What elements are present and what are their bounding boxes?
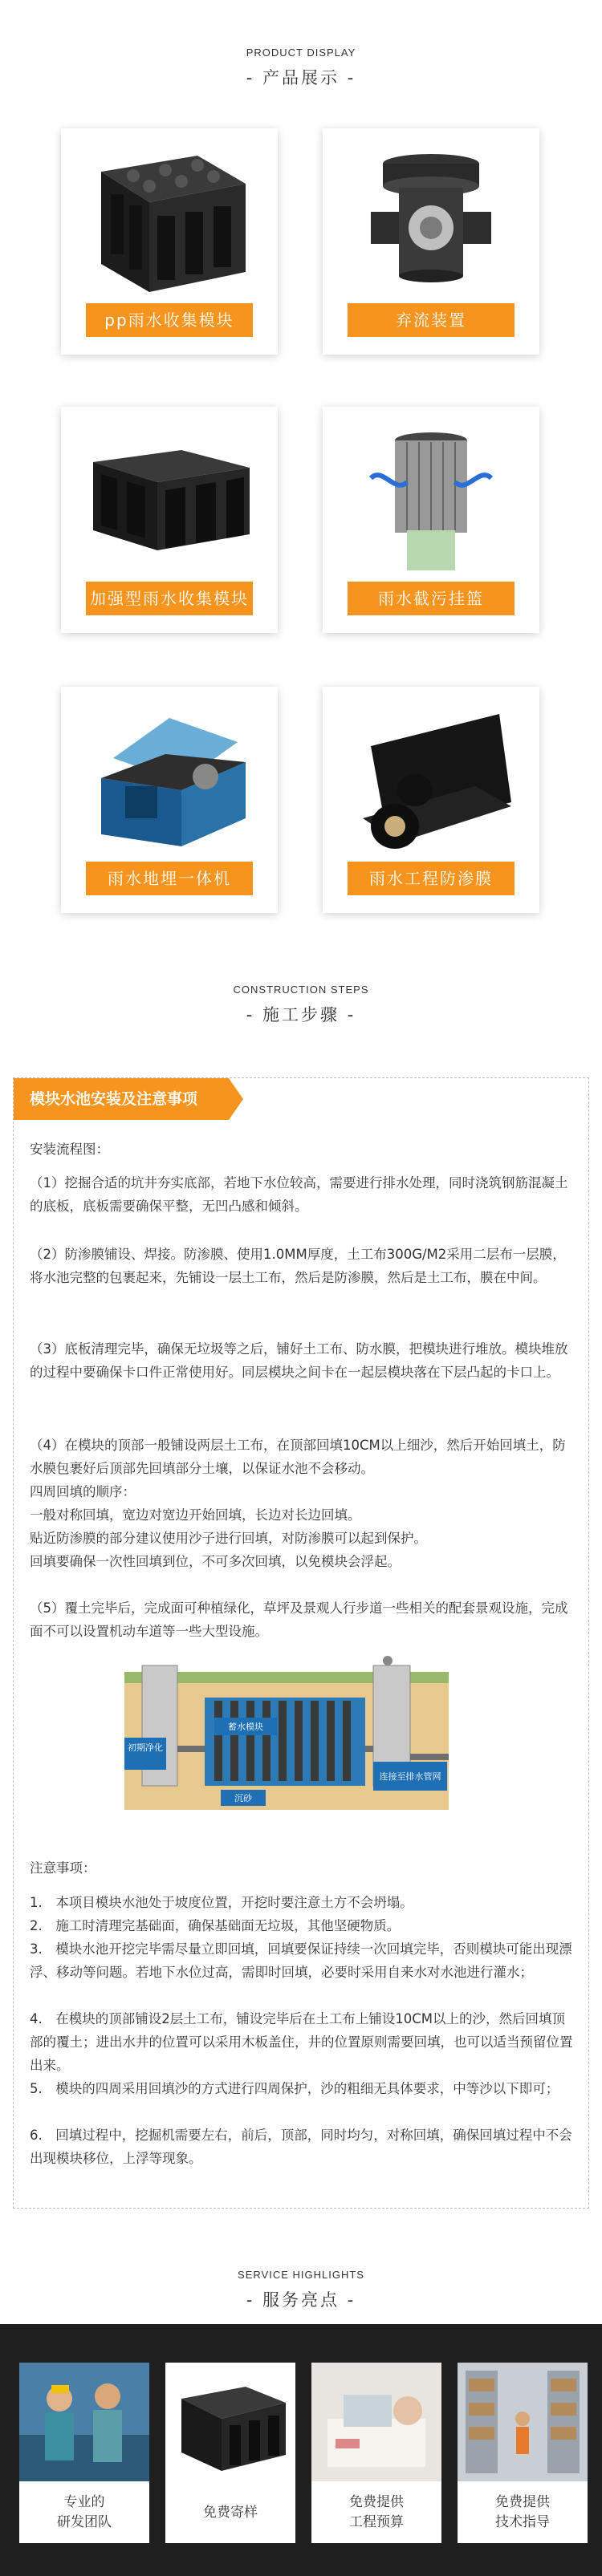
service-section-cn: - 服务亮点 - xyxy=(246,2290,356,2310)
tech-guide-image xyxy=(458,2363,588,2481)
note-6: 6. 回填过程中，挖掘机需要左右，前后，顶部，同时均匀，对称回填，确保回填过程中不会出现模块移位，上浮等现象。 xyxy=(30,2128,572,2166)
step-3: （3）底板清理完毕，确保无垃圾等之后，铺好土工布、防水膜，把模块进行堆放。模块堆放的过程中要确保卡口件正常使用好。同层模块之间卡在一起层模块落在下层凸起的卡口上。 xyxy=(30,1341,568,1380)
step-4-order-title: 四周回填的顺序： xyxy=(30,1484,136,1499)
product-label: 雨水截污挂篮 xyxy=(348,582,515,615)
product-card-reinforced-module[interactable] xyxy=(61,407,278,633)
underground-machine-image xyxy=(77,698,262,858)
product-card-pp-module[interactable] xyxy=(61,128,278,355)
product-card-filter-basket[interactable] xyxy=(323,407,539,633)
note-4: 4. 在模块的顶部铺设2层土工布，铺设完毕后在土工布上铺设10CM以上的沙，然后回填顶部的覆土；进出水井的位置可以采用木板盖住，井的位置原则需要回填，也可以适当预留位置出来。 xyxy=(30,2011,573,2073)
free-sample-image xyxy=(165,2363,295,2481)
service-item-budget[interactable] xyxy=(311,2363,441,2543)
construction-section-cn: - 施工步骤 - xyxy=(246,1005,356,1024)
pp-module-image xyxy=(77,140,262,300)
team-image xyxy=(19,2363,149,2481)
diagram-label-3: 沉砂 xyxy=(234,1793,252,1803)
filter-basket-image xyxy=(339,418,523,578)
diagram-label-1: 初期净化 xyxy=(128,1742,163,1753)
service-label-line1: 免费提供 xyxy=(349,2494,404,2510)
service-label-line1: 免费寄样 xyxy=(203,2504,258,2521)
service-section-en: SERVICE HIGHLIGHTS xyxy=(238,2269,364,2281)
budget-image xyxy=(311,2363,441,2481)
product-label: 加强型雨水收集模块 xyxy=(86,582,253,615)
service-label xyxy=(165,2485,295,2541)
installation-diagram xyxy=(124,1649,449,1810)
service-label xyxy=(311,2485,441,2541)
diagram-label-4: 连接至排水管网 xyxy=(379,1771,441,1782)
note-5: 5. 模块的四周采用回填沙的方式进行四周保护，沙的粗细无具体要求，中等沙以下即可； xyxy=(30,2081,559,2096)
flow-title: 安装流程图： xyxy=(30,1142,109,1157)
reinforced-module-image xyxy=(77,418,262,578)
service-item-team[interactable] xyxy=(19,2363,149,2543)
service-label-line1: 免费提供 xyxy=(495,2494,550,2510)
construction-section-header xyxy=(0,984,602,1026)
service-label-line2: 技术指导 xyxy=(495,2514,550,2530)
note-2: 2. 施工时清理完基础面，确保基础面无垃圾，其他坚硬物质。 xyxy=(30,1918,401,1933)
step-2: （2）防渗膜铺设、焊接。防渗膜、使用1.0MM厚度，土工布300G/M2采用二层布一层膜，将水池完整的包裹起来，先铺设一层土工布，然后是防渗膜，然后是土工布，膜在中间。 xyxy=(30,1247,566,1285)
service-label-line2: 工程预算 xyxy=(349,2514,404,2530)
step-4: （4）在模块的顶部一般铺设两层土工布，在顶部回填10CM以上细沙，然后开始回填土，防水膜包裹好后顶部先回填部分土壤，以保证水池不会移动。 xyxy=(30,1438,566,1476)
diagram-label-2: 蓄水模块 xyxy=(228,1722,263,1732)
product-card-underground-machine[interactable] xyxy=(61,687,278,913)
product-section-cn: - 产品展示 - xyxy=(246,68,356,87)
service-item-free-sample[interactable] xyxy=(165,2363,295,2543)
service-section-header xyxy=(0,2269,602,2311)
step-4-order-1: 一般对称回填，宽边对宽边开始回填，长边对长边回填。 xyxy=(30,1507,361,1523)
step-4-order-3: 回填要确保一次性回填到位，不可多次回填，以免模块会浮起。 xyxy=(30,1554,401,1569)
product-label: 弃流装置 xyxy=(348,303,515,337)
step-5: （5）覆土完毕后，完成面可种植绿化，草坪及景观人行步道一些相关的配套景观设施，完成面不可以设置机动车道等一些大型设施。 xyxy=(30,1600,568,1639)
product-card-diverter[interactable] xyxy=(323,128,539,355)
service-label xyxy=(458,2485,588,2541)
note-1: 1. 本项目模块水池处于坡度位置，开挖时要注意土方不会坍塌。 xyxy=(30,1895,413,1910)
diverter-image xyxy=(339,140,523,300)
product-section-header xyxy=(0,47,602,89)
construction-steps-box xyxy=(13,1077,589,2209)
geomembrane-image xyxy=(339,698,523,858)
product-label: 雨水工程防渗膜 xyxy=(348,862,515,895)
note-3: 3. 模块水池开挖完毕需尽量立即回填，回填要保证持续一次回填完毕，否则模块可能出现漂浮、移动等问题。若地下水位过高，需即时回填，必要时采用自来水对水池进行灌水； xyxy=(30,1941,572,1980)
notes-tag-label: 模块水池安装及注意事项 xyxy=(30,1090,198,1108)
product-section-en: PRODUCT DISPLAY xyxy=(246,47,356,59)
notes-title: 注意事项： xyxy=(30,1860,96,1876)
construction-section-en: CONSTRUCTION STEPS xyxy=(233,984,369,996)
step-1: （1）挖掘合适的坑井夯实底部，若地下水位较高，需要进行排水处理，同时浇筑钢筋混凝土的底板，底板需要确保平整，无凹凸感和倾斜。 xyxy=(30,1175,568,1214)
service-item-tech-guide[interactable] xyxy=(458,2363,588,2543)
service-label-line2: 研发团队 xyxy=(57,2514,112,2530)
product-label: pp雨水收集模块 xyxy=(86,303,253,337)
service-label xyxy=(19,2485,149,2541)
product-label: 雨水地埋一体机 xyxy=(86,862,253,895)
product-card-geomembrane[interactable] xyxy=(323,687,539,913)
step-4-order-2: 贴近防渗膜的部分建议使用沙子进行回填，对防渗膜可以起到保护。 xyxy=(30,1531,427,1546)
notes-tag xyxy=(14,1078,243,1120)
service-label-line1: 专业的 xyxy=(63,2494,105,2510)
